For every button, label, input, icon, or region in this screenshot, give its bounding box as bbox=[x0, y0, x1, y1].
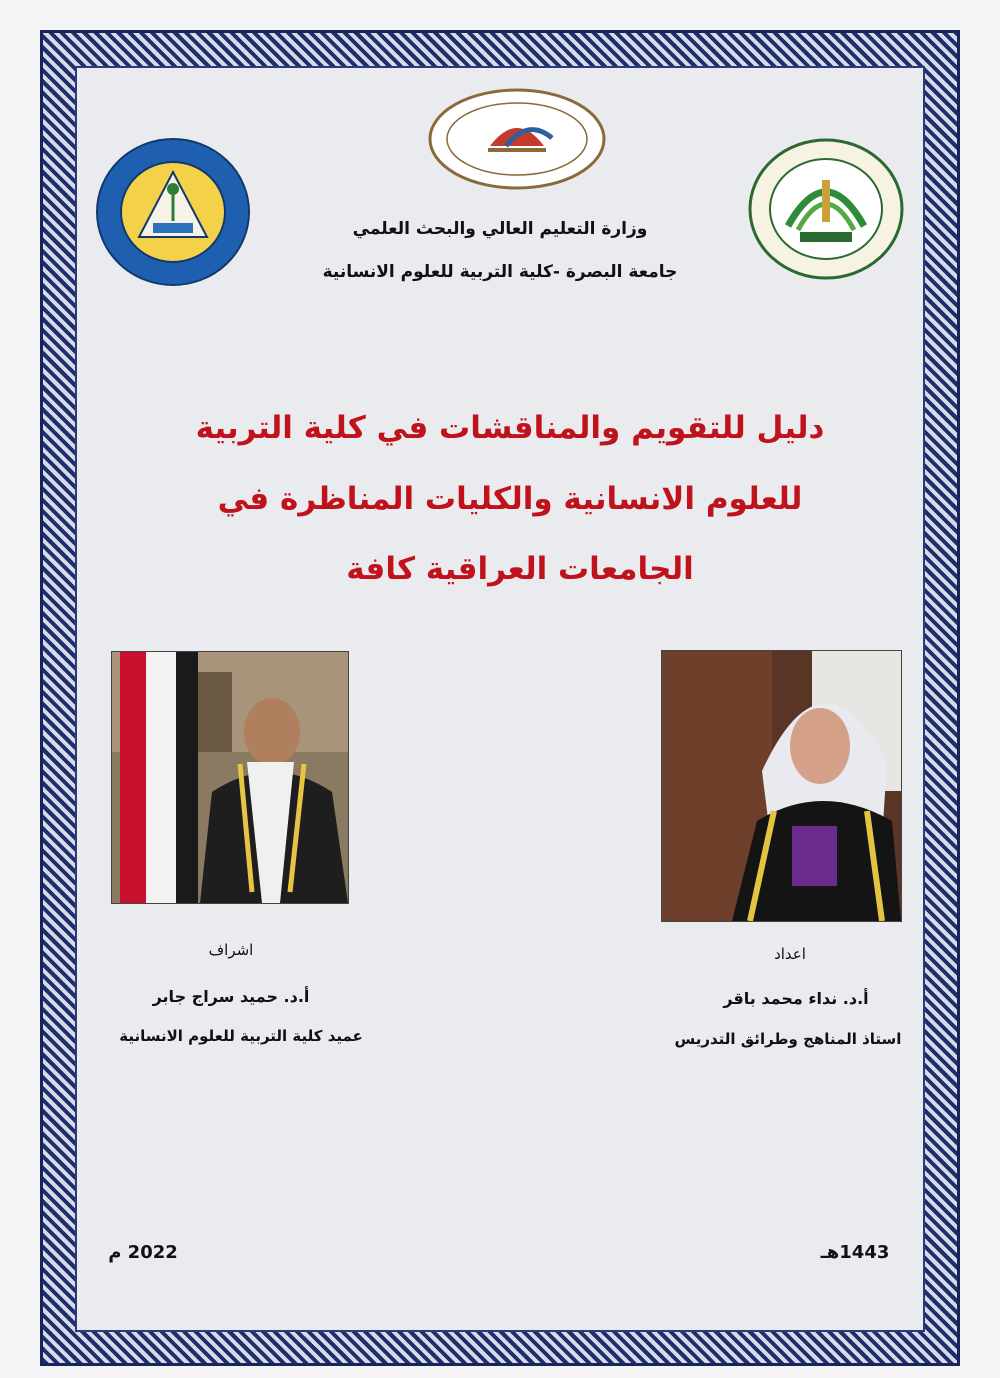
supervisor-photo bbox=[111, 651, 349, 904]
hijri-year: 1443هـ bbox=[820, 1242, 890, 1263]
university-college-heading: جامعة البصرة -كلية التربية للعلوم الانسانية bbox=[322, 262, 678, 282]
document-title-line-3: الجامعات العراقية كافة bbox=[346, 551, 694, 587]
ministry-heading: وزارة التعليم العالي والبحث العلمي bbox=[352, 219, 648, 239]
author-role-label: اعداد bbox=[774, 945, 806, 963]
ministry-logo bbox=[428, 88, 606, 190]
author-position: استاذ المناهج وطرائق التدريس bbox=[674, 1030, 902, 1048]
college-of-education-logo bbox=[748, 138, 904, 280]
document-title-line-2: للعلوم الانسانية والكليات المناظرة في bbox=[217, 481, 803, 517]
gregorian-year: 2022 م bbox=[108, 1242, 178, 1263]
author-photo bbox=[661, 650, 902, 922]
document-title-line-1: دليل للتقويم والمناقشات في كلية التربية bbox=[195, 410, 825, 446]
supervisor-position: عميد كلية التربية للعلوم الانسانية bbox=[119, 1027, 363, 1045]
author-name: أ.د. نداء محمد باقر bbox=[723, 989, 869, 1008]
supervisor-name: أ.د. حميد سراج جابر bbox=[152, 987, 310, 1006]
supervisor-role-label: اشراف bbox=[208, 941, 254, 959]
